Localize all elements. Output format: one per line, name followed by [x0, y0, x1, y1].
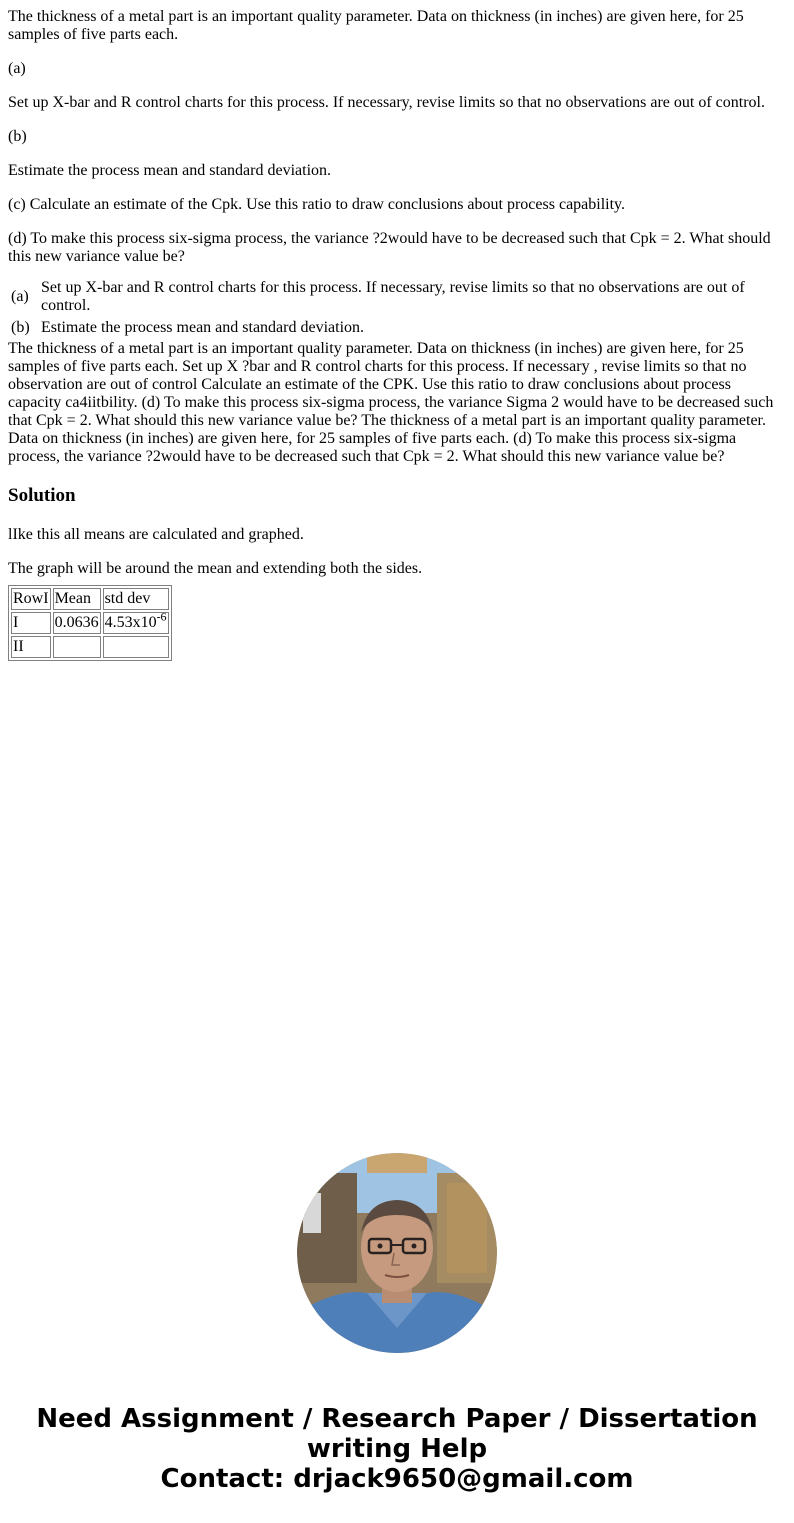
part-b-text: Estimate the process mean and standard deviation. [8, 162, 332, 179]
stats-cell-std [103, 636, 169, 658]
stats-row [11, 612, 169, 634]
stats-table [8, 585, 172, 661]
footer-line-1: Need Assignment / Research Paper / Dissertation [36, 1404, 758, 1434]
document-body [8, 8, 778, 661]
author-photo-illustration [297, 1153, 497, 1353]
footer-contact: Contact: drjack9650@gmail.com [160, 1464, 634, 1494]
part-b-label: (b) [8, 128, 27, 145]
parts-row [10, 278, 776, 316]
question-intro: The thickness of a metal part is an important quality parameter. Data on thickness (in inches) are given here, for 25 samples of five parts each. [8, 8, 744, 43]
part-a-label: (a) [8, 60, 26, 77]
part-c-text: (c) Calculate an estimate of the Cpk. Use this ratio to draw conclusions about process capability. [8, 196, 626, 213]
std-base: 4.53x10 [104, 614, 157, 631]
parts-table [8, 276, 778, 340]
std-exponent: -6 [156, 609, 167, 624]
footer-line-2: writing Help [306, 1434, 488, 1464]
solution-line-2: The graph will be around the mean and extending both the sides. [8, 560, 423, 577]
parts-row [10, 318, 776, 338]
part-a-text: Set up X-bar and R control charts for this process. If necessary, revise limits so that no observations are out of control. [8, 94, 765, 111]
stats-row [11, 636, 169, 658]
combined-question: The thickness of a metal part is an important quality parameter. Data on thickness (in inches) are given here, for 25 samples of five parts each. Set up X ?bar and R control charts for this process. If necessary , revise limits so that no observation are out of control Calculate an estimate of the CPK. Use this ratio to draw conclusions about process capacity ca4iitbility. (d) To make this process six-sigma process, the variance Sigma 2 would have to be decreased such that Cpk = 2. What should this new variance value be? The thickness of a metal part is an important quality parameter. Data on thickness (in inches) are given here, for 25 samples of five parts each. (d) To make this process six-sigma process, the variance ?2would have to be decreased such that Cpk = 2. What should this new variance value be? [8, 340, 774, 465]
stats-header-cell: Mean [53, 588, 101, 610]
stats-cell-std [103, 609, 169, 634]
stats-cell-row: I [11, 612, 51, 634]
stats-cell-mean: 0.0636 [53, 612, 101, 634]
part-d-text: (d) To make this process six-sigma process, the variance ?2would have to be decreased such that Cpk = 2. What should this new variance value be? [8, 230, 771, 265]
parts-label: (a) [11, 288, 29, 305]
parts-text: Estimate the process mean and standard deviation. [41, 319, 365, 336]
author-photo [297, 1153, 497, 1353]
stats-cell-mean [53, 636, 101, 658]
footer-banner [0, 1404, 794, 1494]
solution-line-1: lIke this all means are calculated and graphed. [8, 526, 304, 543]
stats-header-cell: std dev [103, 588, 169, 610]
parts-label: (b) [11, 319, 30, 336]
stats-header-row [11, 588, 169, 610]
stats-header-cell: RowI [11, 588, 51, 610]
stats-cell-row: II [11, 636, 51, 658]
parts-text: Set up X-bar and R control charts for this process. If necessary, revise limits so that no observations are out of control. [41, 279, 745, 314]
solution-heading: Solution [8, 485, 76, 506]
